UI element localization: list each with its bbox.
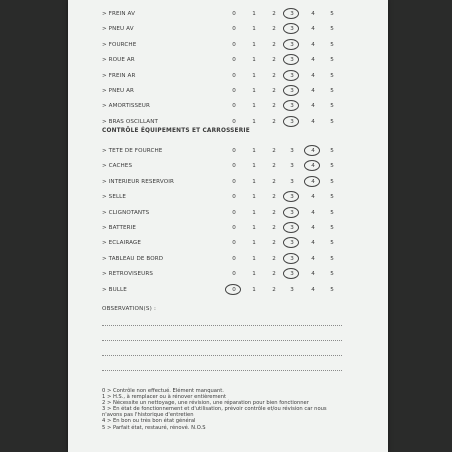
inspection-row [68, 268, 388, 280]
score-option-selected[interactable]: 3 [287, 54, 297, 66]
score-option[interactable]: 5 [330, 57, 334, 64]
row-label: > BRAS OSCILLANT [102, 118, 159, 125]
inspection-row [68, 145, 388, 157]
score-option[interactable]: 1 [252, 209, 256, 216]
score-option[interactable]: 5 [330, 225, 334, 231]
inspection-row [68, 23, 388, 35]
legend-line: 4 > En bon ou très bon état général [102, 418, 196, 425]
score-option[interactable]: 3 [290, 148, 294, 154]
legend-line: n'avons pas l'historique d'entretien [102, 412, 194, 419]
score-option[interactable]: 1 [252, 26, 256, 33]
score-option[interactable]: 0 [232, 271, 236, 278]
score-option[interactable]: 0 [232, 225, 236, 231]
score-option[interactable]: 1 [252, 72, 256, 79]
score-option[interactable]: 2 [272, 255, 276, 262]
legend-line: 0 > Contrôle non effectué. Elément manquant. [102, 388, 224, 394]
score-option[interactable]: 2 [272, 118, 276, 125]
score-option[interactable]: 5 [330, 72, 334, 79]
row-label: > TETE DE FOURCHE [102, 148, 163, 154]
score-option[interactable]: 2 [272, 26, 276, 33]
score-option[interactable]: 0 [232, 103, 236, 110]
score-option[interactable]: 2 [272, 225, 276, 231]
row-label: > CLIGNOTANTS [102, 209, 150, 216]
row-label: > ROUE AR [102, 57, 135, 64]
score-option[interactable]: 4 [311, 271, 315, 278]
score-option-selected[interactable]: 3 [287, 116, 297, 128]
score-option[interactable]: 4 [311, 103, 315, 110]
row-label: > SELLE [102, 194, 127, 201]
observation-line [102, 325, 342, 326]
inspection-row [68, 116, 388, 128]
inspection-row [68, 237, 388, 249]
row-label: > INTERIEUR RESERVOIR [102, 178, 174, 185]
score-option[interactable]: 3 [290, 163, 294, 170]
legend [102, 388, 327, 431]
score-option-selected[interactable]: 3 [287, 70, 297, 82]
score-option[interactable]: 1 [252, 41, 256, 48]
score-option[interactable]: 0 [232, 57, 236, 64]
score-option[interactable]: 0 [232, 178, 236, 185]
score-option[interactable]: 3 [290, 286, 294, 293]
score-option[interactable]: 2 [272, 240, 276, 247]
score-option[interactable]: 4 [311, 225, 315, 231]
observation-line [102, 340, 342, 341]
score-option[interactable]: 4 [311, 240, 315, 247]
inspection-sheet [68, 0, 388, 452]
score-option[interactable]: 4 [311, 72, 315, 79]
score-option[interactable]: 0 [232, 118, 236, 125]
row-label: > TABLEAU DE BORD [102, 255, 164, 262]
score-option-selected[interactable]: 3 [287, 207, 297, 219]
score-option-selected[interactable]: 3 [287, 85, 297, 97]
inspection-row [68, 39, 388, 51]
legend-line: 1 > H.S., à remplacer ou à rénover entièrement [102, 394, 227, 401]
score-option[interactable]: 1 [252, 178, 256, 185]
row-label: > BULLE [102, 286, 127, 293]
score-option[interactable]: 0 [232, 88, 236, 94]
score-option[interactable]: 1 [252, 225, 256, 231]
score-option-selected[interactable]: 3 [287, 39, 297, 51]
score-option[interactable]: 1 [252, 240, 256, 247]
score-option[interactable]: 5 [330, 103, 334, 110]
observations-label: OBSERVATION(S) : [102, 306, 157, 312]
score-option[interactable]: 4 [311, 194, 315, 201]
score-option[interactable]: 4 [311, 118, 315, 125]
score-option-selected[interactable]: 3 [287, 253, 297, 265]
inspection-row [68, 207, 388, 219]
row-label: > FOURCHE [102, 41, 137, 48]
row-label: > PNEU AV [102, 26, 134, 33]
score-option-selected[interactable]: 4 [308, 176, 318, 188]
legend-line: 2 > Nécessite un nettoyage, une révision, une réparation pour bien fonctionner [102, 400, 309, 407]
observation-line [102, 355, 342, 356]
score-option-selected[interactable]: 4 [308, 160, 318, 172]
score-option[interactable]: 5 [330, 271, 334, 278]
score-option[interactable]: 1 [252, 148, 256, 154]
observation-line [102, 370, 342, 371]
score-option[interactable]: 2 [272, 271, 276, 278]
score-option[interactable]: 4 [311, 286, 315, 293]
score-option[interactable]: 2 [272, 11, 276, 17]
score-option[interactable]: 5 [330, 148, 334, 154]
score-option[interactable]: 1 [252, 271, 256, 278]
score-option-selected[interactable]: 3 [287, 23, 297, 35]
score-option[interactable]: 4 [311, 255, 315, 262]
inspection-row [68, 160, 388, 172]
score-option[interactable]: 5 [330, 11, 334, 17]
score-option[interactable]: 4 [311, 11, 315, 17]
score-option[interactable]: 2 [272, 163, 276, 170]
score-option[interactable]: 2 [272, 194, 276, 201]
score-option[interactable]: 2 [272, 209, 276, 216]
score-option[interactable]: 5 [330, 26, 334, 33]
score-option[interactable]: 0 [232, 11, 236, 17]
score-option[interactable]: 1 [252, 103, 256, 110]
score-option[interactable]: 0 [232, 163, 236, 170]
score-option[interactable]: 4 [311, 26, 315, 33]
score-option[interactable]: 2 [272, 57, 276, 64]
score-option[interactable]: 5 [330, 194, 334, 201]
score-option-selected[interactable]: 3 [287, 8, 297, 20]
score-option-selected[interactable]: 3 [287, 191, 297, 203]
score-option[interactable]: 5 [330, 240, 334, 247]
score-option[interactable]: 5 [330, 41, 334, 48]
score-option[interactable]: 2 [272, 41, 276, 48]
score-option[interactable]: 1 [252, 88, 256, 94]
score-option[interactable]: 4 [311, 88, 315, 94]
score-option-selected[interactable]: 3 [287, 268, 297, 280]
row-label: > RETROVISEURS [102, 271, 153, 278]
inspection-row [68, 222, 388, 234]
score-option[interactable]: 1 [252, 194, 256, 201]
legend-line: 5 > Parfait état, restauré, rénové. N.O.S [102, 424, 206, 431]
score-option[interactable]: 1 [252, 11, 256, 17]
score-option[interactable]: 0 [232, 255, 236, 262]
inspection-row [68, 253, 388, 265]
score-option[interactable]: 5 [330, 118, 334, 125]
score-option[interactable]: 1 [252, 286, 256, 293]
row-label: > AMORTISSEUR [102, 103, 150, 110]
score-option[interactable]: 0 [232, 209, 236, 216]
score-option[interactable]: 2 [272, 286, 276, 293]
row-label: > PNEU AR [102, 88, 135, 94]
score-option-selected[interactable]: 4 [308, 145, 318, 157]
inspection-row [68, 191, 388, 203]
score-option[interactable]: 2 [272, 148, 276, 154]
score-option[interactable]: 0 [232, 41, 236, 48]
score-option-selected[interactable]: 0 [229, 284, 239, 296]
score-option[interactable]: 1 [252, 57, 256, 64]
score-option[interactable]: 2 [272, 178, 276, 185]
score-option[interactable]: 1 [252, 255, 256, 262]
section-title: CONTRÔLE ÉQUIPEMENTS ET CARROSSERIE [102, 128, 250, 134]
inspection-row [68, 85, 388, 97]
score-option[interactable]: 0 [232, 194, 236, 201]
score-option[interactable]: 2 [272, 72, 276, 79]
legend-line: 3 > En état de fonctionnement et d'utilisation, prévoir contrôle et/ou révision car nous [102, 406, 327, 413]
score-option[interactable]: 5 [330, 178, 334, 185]
score-option[interactable]: 0 [232, 148, 236, 154]
score-option[interactable]: 4 [311, 57, 315, 64]
score-option[interactable]: 5 [330, 286, 334, 293]
score-option[interactable]: 0 [232, 240, 236, 247]
score-option[interactable]: 2 [272, 88, 276, 94]
score-option[interactable]: 5 [330, 163, 334, 170]
score-option[interactable]: 4 [311, 209, 315, 216]
score-option-selected[interactable]: 3 [287, 100, 297, 112]
row-label: > BATTERIE [102, 225, 137, 231]
score-option[interactable]: 0 [232, 72, 236, 79]
score-option[interactable]: 0 [232, 26, 236, 33]
score-option-selected[interactable]: 3 [287, 237, 297, 249]
score-option[interactable]: 5 [330, 255, 334, 262]
score-option-selected[interactable]: 3 [287, 222, 297, 234]
score-option[interactable]: 3 [290, 178, 294, 185]
score-option[interactable]: 1 [252, 163, 256, 170]
score-option[interactable]: 1 [252, 118, 256, 125]
row-label: > CACHES [102, 163, 133, 170]
inspection-row [68, 8, 388, 20]
score-option[interactable]: 2 [272, 103, 276, 110]
score-option[interactable]: 5 [330, 88, 334, 94]
row-label: > FREIN AR [102, 72, 136, 79]
score-option[interactable]: 5 [330, 209, 334, 216]
inspection-row [68, 176, 388, 188]
row-label: > ECLAIRAGE [102, 240, 141, 247]
inspection-row [68, 70, 388, 82]
row-label: > FREIN AV [102, 11, 136, 17]
inspection-row [68, 284, 388, 296]
inspection-row [68, 100, 388, 112]
inspection-row [68, 54, 388, 66]
score-option[interactable]: 4 [311, 41, 315, 48]
